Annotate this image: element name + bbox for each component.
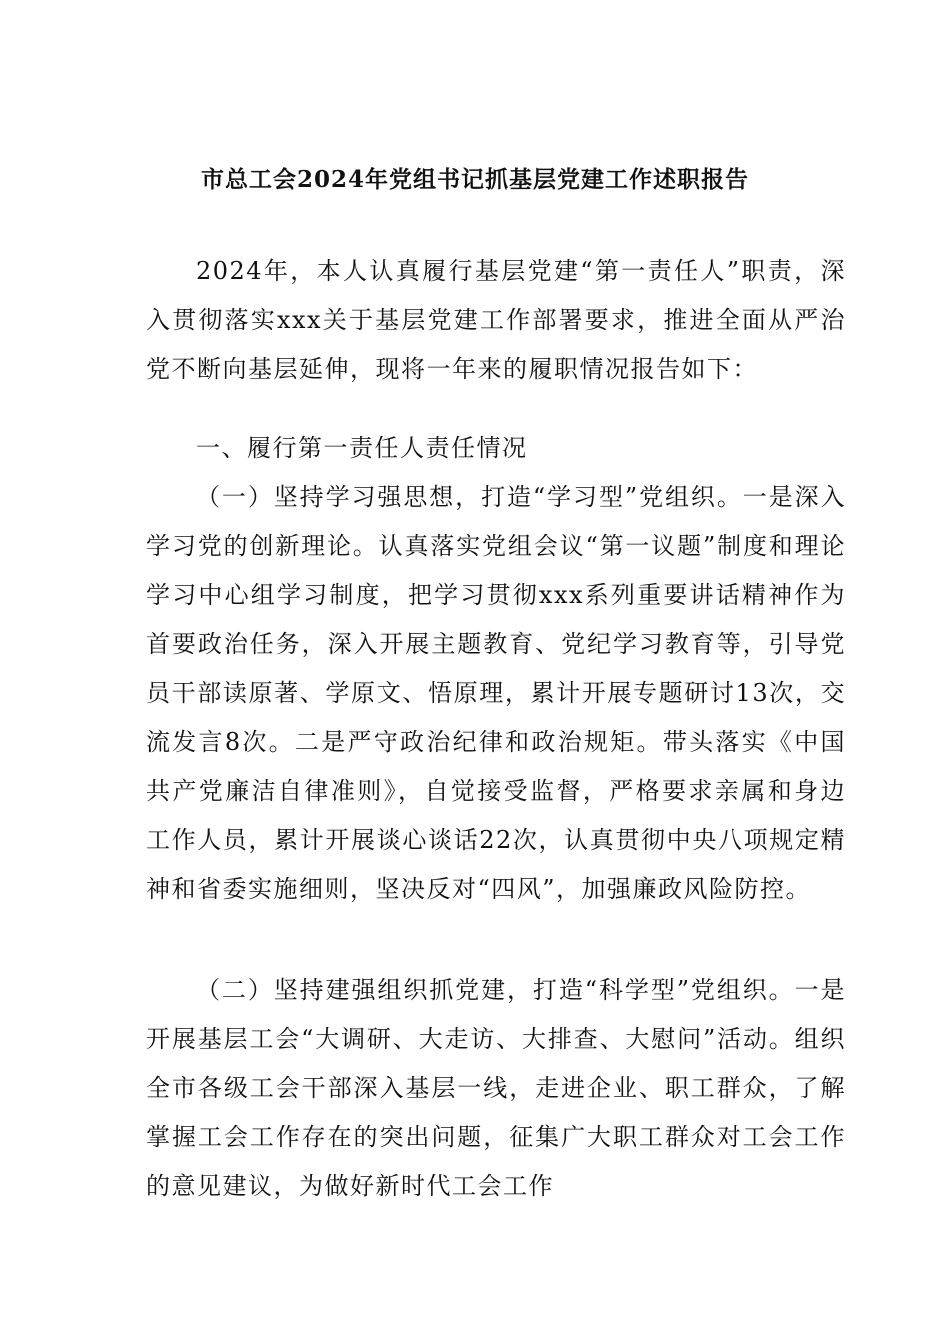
- subsection-1-paragraph: （一）坚持学习强思想，打造“学习型”党组织。一是深入学习党的创新理论。认真落实党组会议“第一议题”制度和理论学习中心组学习制度，把学习贯彻xxx系列重要讲话精神作为首要政治任务，深入开展主题教育、党纪学习教育等，引导党员干部读原著、学原文、悟原理，累计开展专题研讨13次，交流发言8次。二是严守政治纪律和政治规矩。带头落实《中国共产党廉洁自律准则》，自觉接受监督，严格要求亲属和身边工作人员，累计开展谈心谈话22次，认真贯彻中央八项规定精神和省委实施细则，坚决反对“四风”，加强廉政风险防控。: [146, 483, 846, 903]
- section-heading: 一、履行第一责任人责任情况: [196, 434, 528, 462]
- document-title: 市总工会2024年党组书记抓基层党建工作述职报告: [200, 166, 749, 193]
- intro-paragraph: 2024年，本人认真履行基层党建“第一责任人”职责，深入贯彻落实xxx关于基层党建工作部署要求，推进全面从严治党不断向基层延伸，现将一年来的履职情况报告如下：: [146, 257, 846, 383]
- subsection-2-paragraph: （二）坚持建强组织抓党建，打造“科学型”党组织。一是开展基层工会“大调研、大走访、大排查、大慰问”活动。组织全市各级工会干部深入基层一线，走进企业、职工群众，了解掌握工会工作存在的突出问题，征集广大职工群众对工会工作的意见建议，为做好新时代工会工作: [146, 976, 846, 1200]
